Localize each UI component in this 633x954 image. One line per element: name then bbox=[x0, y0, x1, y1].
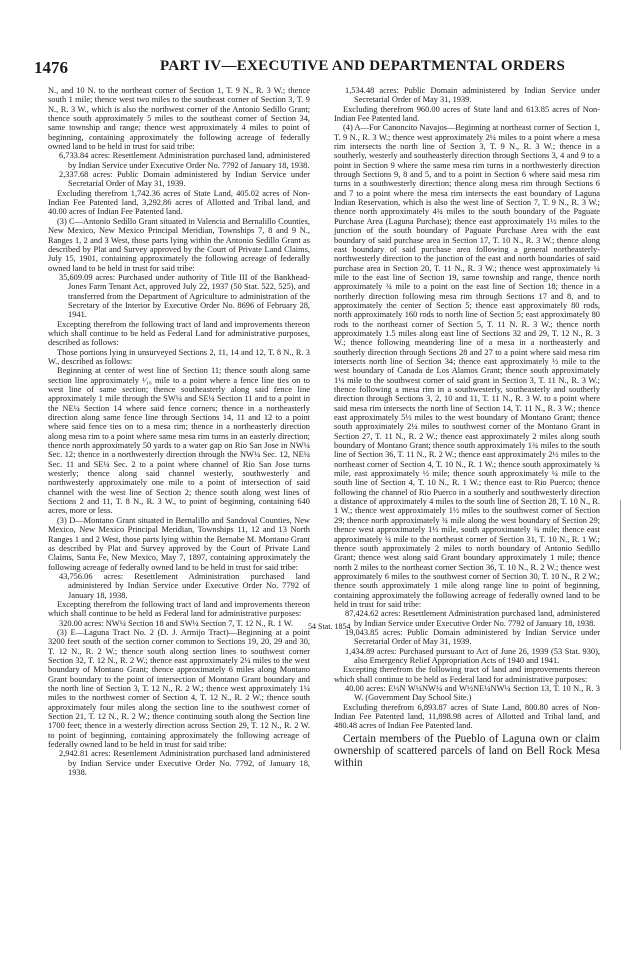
paragraph: 2,337.68 acres: Public Domain administered by Indian Service under Secretarial Order of May 31, 1939. bbox=[59, 170, 310, 189]
paragraph: Beginning at center of west line of Section 11; thence south along same section line approximately ¹⁄₁₆ mile to a point where a fence line ties on to west line of same section; thence southeasterly along said fence line approximately 1 mile through the SW¼ and SE¼ Section 11 and to a point in the NE¼ Section 14 where said fence corners; thence in a northeasterly direction along same fence line through Sections 14, 11 and 12 to a point where said fence ties on to a mesa rim; thence in a northeasterly direction along mesa rim to a point where same mesa rim turns in an easterly direction; thence north approximately 50 yards to a water gap on Rio San Jose in NW¼ Sec. 12; thence in a northwesterly direction through the NW¼ Sec. 12, NE¼ Sec. 11 and SE¼ Sec. 2 to a point where channel of Rio San Jose turns westerly; thence along said channel westerly, southwesterly and northwesterly approximately one mile to a point of intersection of said channel with the west line of Section 2; thence south along west lines of Sections 2 and 11, T. 8 N., R. 3 W., to point of beginning, containing 640 acres, more or less. bbox=[48, 366, 310, 516]
page-number: 1476 bbox=[34, 58, 68, 77]
paragraph: Excluding therefrom 960.00 acres of State land and 613.85 acres of Non-Indian Fee Patented land. bbox=[334, 104, 600, 124]
left-column bbox=[48, 86, 310, 777]
paragraph: 40.00 acres: E½N W¼NW¼ and W½NE¼NW¼ Section 13, T. 10 N., R. 3 W. (Government Day School Site.) bbox=[345, 684, 600, 703]
paragraph: 1,434.89 acres: Purchased pursuant to Act of June 26, 1939 (53 Stat. 930), also Emergency Relief Appropriation Acts of 1940 and 1941. bbox=[345, 646, 600, 665]
paragraph: 87,424.62 acres: Resettlement Administration purchased land, administered by Indian Service under Executive Order No. 7792 of January 18, 1938. bbox=[345, 609, 600, 628]
paragraph: 320.00 acres: NW¼ Section 18 and SW¼ Section 7, T. 12 N., R. 1 W. bbox=[59, 618, 293, 628]
paragraph: (3) E—Laguna Tract No. 2 (D. J. Armijo Tract)—Beginning at a point 3200 feet south of the section corner common to Sections 19, 20, 29 and 30, T. 12 N., R. 2 W.; thence south along section lines to southwest corner Section 32, T. 12 N., R. 2 W.; thence east approximately 2¼ miles to the west boundary of Montano Grant; thence approximately 6 miles along Montano Grant boundary to the point of intersection of Montano Grant boundary and the north line of Section 3, T. 12 N., R. 2 W.; thence west approximately 1¼ miles to the northwest corner of Section 4, T. 12 N., R. 2 W.; thence south approximately four miles along the section line to the southwest corner of Section 21, T. 12 N., R. 2 W.; thence continuing south along the Section line 1700 feet; thence in a westerly direction across Section 29, T. 12 N., R. 2 W. to point of beginning, containing approximately the following acreage of federally owned land to be held in trust for said tribe: bbox=[48, 627, 310, 750]
paragraph: Excepting therefrom the following tract of land and improvements thereon which shall continue to be held as Federal land for administrative purposes: bbox=[334, 665, 600, 684]
right-column bbox=[334, 86, 600, 770]
paragraph: (3) C—Antonio Sedillo Grant situated in Valencia and Bernalillo Counties, New Mexico, New Mexico Principal Meridian, Townships 7, 8 and 9 N., Ranges 1, 2 and 3 West, those parts lying within the Antonio Sedillo Grant as described by Plat and Survey approved by the Court of Private Land Claims, July 15, 1901, containing approximately the following acreage of federally owned land to be held in trust for said tribe: bbox=[48, 216, 310, 273]
paragraph: 43,756.06 acres: Resettlement Administration purchased land administered by Indian Service under Executive Order No. 7792 of January 18, 1938. bbox=[59, 571, 310, 600]
paragraph: Excepting therefrom the following tract of land and improvements thereon which shall continue to be held as Federal land for administrative purposes: bbox=[48, 599, 310, 619]
paragraph: (4) A—For Canoncito Navajos—Beginning at northeast corner of Section 1, T. 9 N., R. 3 W.; thence west approximately 2¼ miles to a point where a mesa rim intersects the north line of Section 3, T. 9 N., R. 3 W.; thence in a southerly, westerly and southeasterly direction through Sections 3, 4 and 9 to a point in Section 9 where the same mesa rim turns in a northwesterly direction through Sections 9, 8 and 5, and to a point in Section 6 where said mesa rim turns in a southwesterly direction; thence along mesa rim through Sections 6 and 7 to a point where the mesa rim intersects the east boundary of Laguna Indian Reservation, which is also the west line of Section 7, T. 9 N., R. 3 W.; thence north approximately 4¾ miles to the south boundary of the Paguate Purchase Area (Laguna Purchase); thence east approximately 1½ miles to the junction of the south boundary of Paguate Purchase Area with the east boundary of said purchase area in Section 17, T. 10 N., R. 3 W.; thence along east boundary of said purchase area following a general northeasterly-northwesterly direction to the junction of the east and north boundaries of said purchase area in Section 20, T. 11 N., R. 3 W.; thence west approximately ¼ mile to the east line of Section 19, same township and range, thence north approximately ¾ mile to a point on the east line of Section 18; thence in a northerly direction following mesa rim through Sections 17 and 8, and to approximately the center of Section 5; thence east approximately 80 rods, north approximately 160 rods to north line of Section 5; east approximately 80 rods to the northeast corner of Section 5, T. 11 N. R. 3 W.; thence north approximately 1.5 miles along east line of Sections 32 and 29, T. 12 N., R. 3 W.; thence following meandering line of a mesa in a northeasterly and southerly direction through Sections 28 and 27 to a point where said mesa rim intersects north line of Section 34; thence east approximately ½ mile to the west boundary of Canada de Los Alamos Grant; thence south approximately 1¼ mile to the southwest corner of said grant in Section 3, T. 11 N., R. 3 W.; thence following a mesa rim in a southwesterly, southeasterly and southerly direction through Sections 3, 2, 10 and 11, T. 11 N., R. 3 W. to a point where said mesa rim intersects the north line of Section 14, T. 11 N., R. 3 W.; thence east approximately 5½ miles to the west boundary of Montano Grant; thence south approximately 2¼ miles to southwest corner of the Montano Grant in Section 27, T. 11 N., R. 2 W.; thence east approximately 2 miles along south boundary of Montano Grant; thence south approximately 1¾ miles to the south line of Section 36, T. 11 N., R. 2 W.; thence east approximately 2½ miles to the northeast corner of Section 4, T. 10 N., R. 1 W.; thence south approximately ¾ mile, east approximately ½ mile; thence south approximately ¼ mile to the south line of Section 4, T. 10 N., R. 1 W.; thence east to Rio Puerco; thence following the channel of Rio Puerco in a southerly and southwesterly direction a distance of approximately 4 miles to the south line of Section 28, T. 10 N., R. 1 W.; thence west approximately 1½ miles to the southwest corner of Section 29; thence north approximately ¾ mile along the west boundary of Section 29; thence west approximately 1½ mile, south approximately ¾ mile; thence east approximately ¼ mile to the northeast corner of Section 31, T. 10 N., R. 1 W.; thence south approximately 2 miles to north boundary of Antonio Sedillo Grant; thence west along said Grant boundary approximately 1 mile; thence north 2 miles to the northeast corner Section 36, T. 10 N., R. 2 W.; thence west approximately 6 miles to the southwest corner of Section 30, T. 10 N., R 2 W.; thence south approximately 1 mile along range line to point of beginning, containing approximately the following acreage of federally owned land to be held in trust for said tribe: bbox=[334, 123, 600, 609]
paragraph: 1,534.48 acres: Public Domain administered by Indian Service under Secretarial Order of May 31, 1939. bbox=[345, 86, 600, 105]
paragraph: 35,609.09 acres: Purchased under authority of Title III of the Bankhead-Jones Farm Tenant Act, approved July 22, 1937 (50 Stat. 522, 525), and transferred from the Department of Agriculture to administration of the Secretary of the Interior by Executive Order No. 8696 of February 28, 1941. bbox=[59, 272, 310, 320]
paragraph: Excluding therefrom 1,742.36 acres of State Land, 405.02 acres of Non-Indian Fee Patented land, 3,292.86 acres of Allotted and Tribal land, and 40.00 acres of Indian Fee Patented land. bbox=[48, 188, 310, 217]
margin-rule bbox=[620, 500, 621, 750]
paragraph: Those portions lying in unsurveyed Sections 2, 11, 14 and 12, T. 8 N., R. 3 W., described as follows: bbox=[48, 347, 310, 366]
paragraph: Certain members of the Pueblo of Laguna own or claim ownership of scattered parcels of land on Bell Rock Mesa within bbox=[334, 732, 600, 770]
paragraph: Excluding therefrom 6,893.87 acres of State Land, 800.80 acres of Non-Indian Fee Patented land, 11,898.98 acres of Allotted and Tribal land, and 480.48 acres of Indian Fee Patented land. bbox=[334, 702, 600, 731]
paragraph: 19,043.85 acres: Public Domain administered by Indian Service under Secretarial Order of May 31, 1939. bbox=[345, 627, 600, 647]
paragraph: (3) D—Montano Grant situated in Bernalillo and Sandoval Counties, New Mexico, New Mexico Principal Meridian, Townships 11, 12 and 13 North Ranges 1 and 2 West, those parts lying within the Bernabe M. Montano Grant as described by Plat and Survey approved by the Court of Private Land Claims, Santa Fe, New Mexico, May 7, 1897, containing approximately the following acreage of federally owned land to be held in trust for said tribe: bbox=[48, 515, 310, 572]
paragraph: N., and 10 N. to the northeast corner of Section 1, T. 9 N., R. 3 W.; thence south 1 mile; thence west two miles to the southeast corner of Section 3, T. 9 N., R. 3 W., which is also the northwest corner of the Antonio Sedillo Grant; thence south approximately 5 miles to the southeast corner of Section 34, same township and range; thence west approximately 4 miles to point of beginning, containing approximately the following acreage of federally owned land to be held in trust for said tribe: bbox=[48, 86, 310, 152]
running-head: PART IV—EXECUTIVE AND DEPARTMENTAL ORDERS bbox=[160, 58, 566, 74]
margin-citation: 54 Stat. 1854 bbox=[308, 622, 351, 631]
paragraph: 6,733.84 acres: Resettlement Administration purchased land, administered by Indian Service under Executive Order No. 7792 of January 18, 1938. bbox=[59, 151, 310, 170]
paragraph: 2,942.81 acres: Resettlement Administration purchased land administered by Indian Service under Executive Order No. 7792, of January 18, 1938. bbox=[59, 749, 310, 778]
paragraph: Excepting therefrom the following tract of land and improvements thereon which shall continue to be held as Federal Land for administrative purposes, described as follows: bbox=[48, 319, 310, 348]
